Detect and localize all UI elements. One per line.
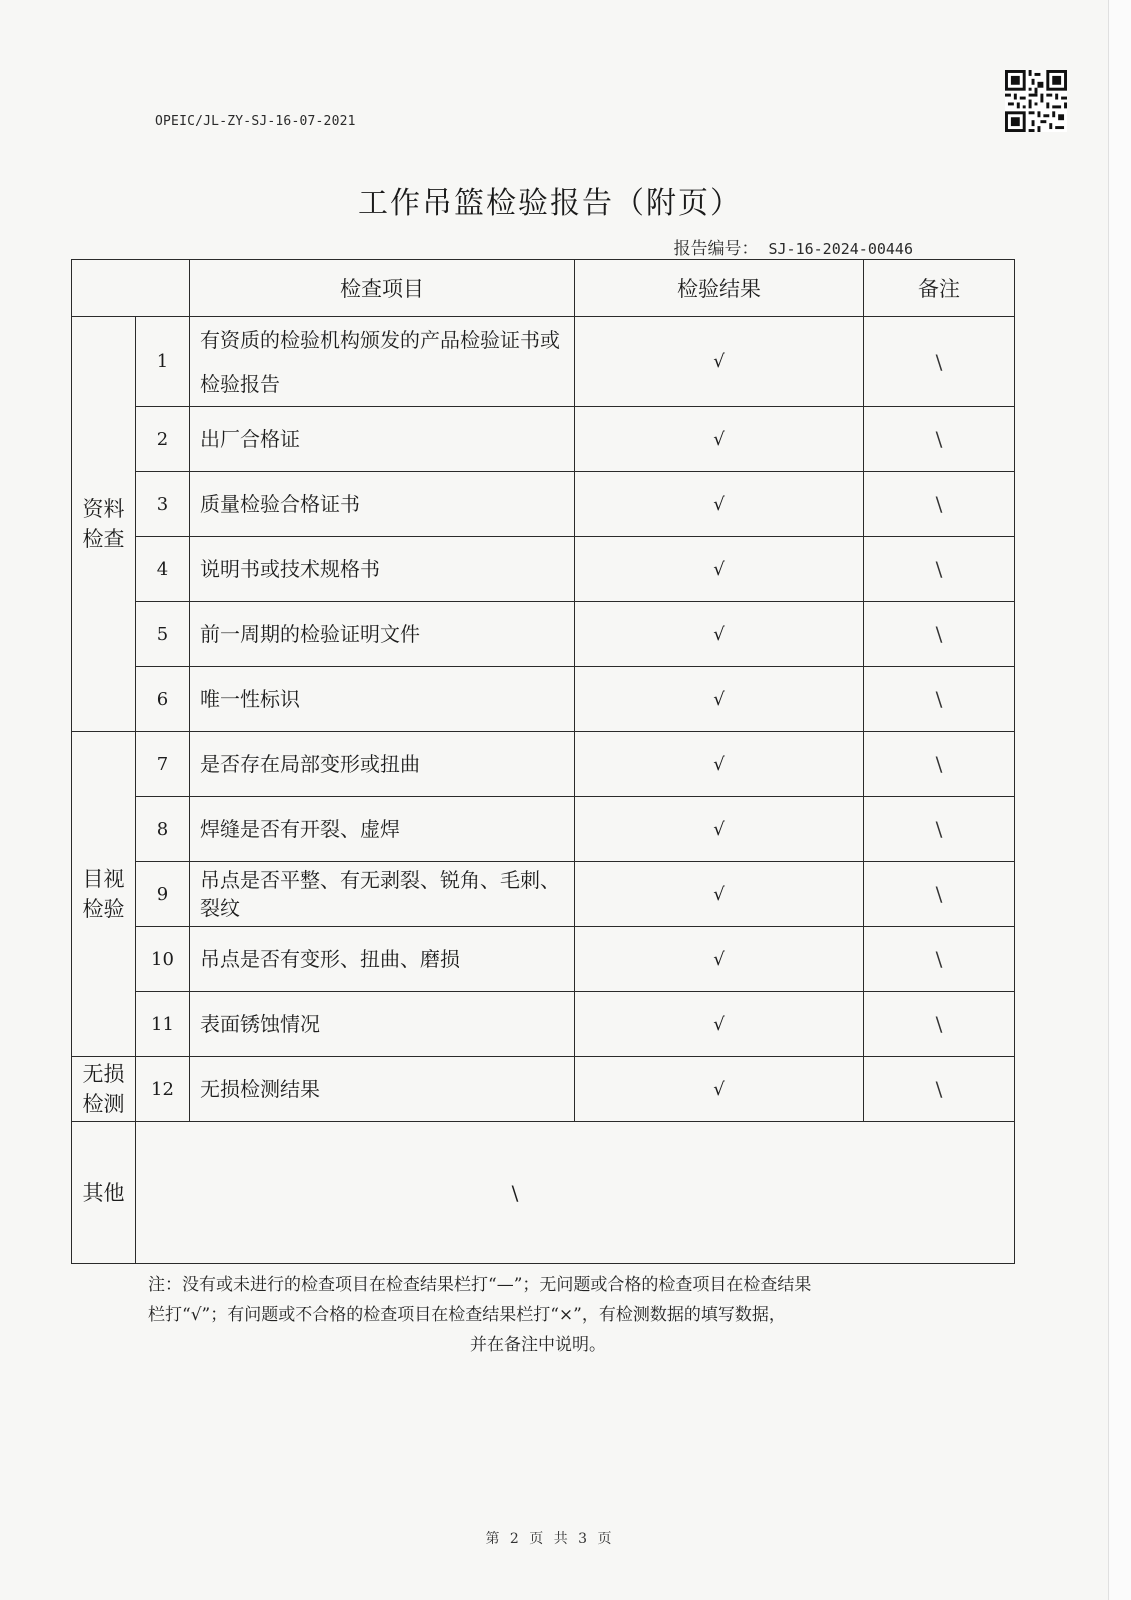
row-number: 1 xyxy=(136,317,190,407)
report-number-label: 报告编号： xyxy=(673,239,759,259)
row-number: 9 xyxy=(136,862,190,927)
group-other: 其他 xyxy=(72,1122,136,1264)
qr-code xyxy=(1005,70,1067,132)
row-remark: \ xyxy=(864,862,1015,927)
row-item: 吊点是否平整、有无剥裂、锐角、毛刺、裂纹 xyxy=(190,862,575,927)
row-number: 12 xyxy=(136,1057,190,1122)
row-item: 唯一性标识 xyxy=(190,667,575,732)
page-title: 工作吊篮检验报告（附页） xyxy=(358,186,742,221)
table-row xyxy=(72,732,1015,797)
group-docs: 资料检查 xyxy=(72,317,136,732)
row-result: √ xyxy=(575,602,864,667)
row-item: 质量检验合格证书 xyxy=(190,472,575,537)
row-result: √ xyxy=(575,862,864,927)
row-remark: \ xyxy=(864,472,1015,537)
row-item: 焊缝是否有开裂、虚焊 xyxy=(190,797,575,862)
row-item: 说明书或技术规格书 xyxy=(190,537,575,602)
row-result: √ xyxy=(575,667,864,732)
footnote-line-2: 栏打“√”；有问题或不合格的检查项目在检查结果栏打“×”，有检测数据的填写数据， xyxy=(148,1305,786,1325)
report-number xyxy=(674,234,914,259)
row-number: 5 xyxy=(136,602,190,667)
row-result: √ xyxy=(575,317,864,407)
table-row xyxy=(72,537,1015,602)
row-result: √ xyxy=(575,472,864,537)
table-row xyxy=(72,407,1015,472)
table-row-other xyxy=(72,1122,1015,1264)
table-row xyxy=(72,317,1015,407)
row-number: 2 xyxy=(136,407,190,472)
row-result: √ xyxy=(575,992,864,1057)
row-remark: \ xyxy=(864,537,1015,602)
report-number-value: SJ-16-2024-00446 xyxy=(768,240,913,258)
row-remark: \ xyxy=(864,927,1015,992)
row-result: √ xyxy=(575,927,864,992)
row-remark: \ xyxy=(864,317,1015,407)
row-remark: \ xyxy=(864,407,1015,472)
row-result: √ xyxy=(575,407,864,472)
row-item: 有资质的检验机构颁发的产品检验证书或检验报告 xyxy=(190,317,575,407)
table-row xyxy=(72,862,1015,927)
table-row xyxy=(72,797,1015,862)
row-result: √ xyxy=(575,1057,864,1122)
row-item: 出厂合格证 xyxy=(190,407,575,472)
row-remark: \ xyxy=(864,992,1015,1057)
footnote-line-1: 注：没有或未进行的检查项目在检查结果栏打“—”；无问题或合格的检查项目在检查结果 xyxy=(148,1275,812,1295)
inspection-table xyxy=(71,259,1015,1264)
table-row xyxy=(72,667,1015,732)
row-remark: \ xyxy=(864,797,1015,862)
table-row xyxy=(72,602,1015,667)
header-item: 检查项目 xyxy=(190,260,575,317)
row-item: 无损检测结果 xyxy=(190,1057,575,1122)
row-result: √ xyxy=(575,537,864,602)
table-row xyxy=(72,1057,1015,1122)
table-row xyxy=(72,472,1015,537)
table-row xyxy=(72,927,1015,992)
document-code: OPEIC/JL-ZY-SJ-16-07-2021 xyxy=(155,114,356,129)
row-item: 是否存在局部变形或扭曲 xyxy=(190,732,575,797)
row-number: 3 xyxy=(136,472,190,537)
row-item: 表面锈蚀情况 xyxy=(190,992,575,1057)
row-remark: \ xyxy=(864,602,1015,667)
row-result: √ xyxy=(575,797,864,862)
row-item: 前一周期的检验证明文件 xyxy=(190,602,575,667)
footnote xyxy=(148,1270,928,1360)
header-result: 检验结果 xyxy=(575,260,864,317)
page-number: 第 2 页 共 3 页 xyxy=(485,1531,615,1547)
row-number: 10 xyxy=(136,927,190,992)
row-remark: \ xyxy=(864,732,1015,797)
row-remark: \ xyxy=(864,667,1015,732)
row-number: 7 xyxy=(136,732,190,797)
row-number: 8 xyxy=(136,797,190,862)
group-ndt: 无损检测 xyxy=(72,1057,136,1122)
row-number: 6 xyxy=(136,667,190,732)
scan-edge xyxy=(1108,0,1131,1600)
group-visual: 目视检验 xyxy=(72,732,136,1057)
header-blank xyxy=(72,260,190,317)
footnote-line-3: 并在备注中说明。 xyxy=(470,1335,606,1355)
row-number: 11 xyxy=(136,992,190,1057)
table-header-row xyxy=(72,260,1015,317)
table-row xyxy=(72,992,1015,1057)
row-item: 吊点是否有变形、扭曲、磨损 xyxy=(190,927,575,992)
header-remark: 备注 xyxy=(864,260,1015,317)
row-remark: \ xyxy=(864,1057,1015,1122)
other-value: \ xyxy=(136,1122,1015,1264)
row-result: √ xyxy=(575,732,864,797)
row-number: 4 xyxy=(136,537,190,602)
